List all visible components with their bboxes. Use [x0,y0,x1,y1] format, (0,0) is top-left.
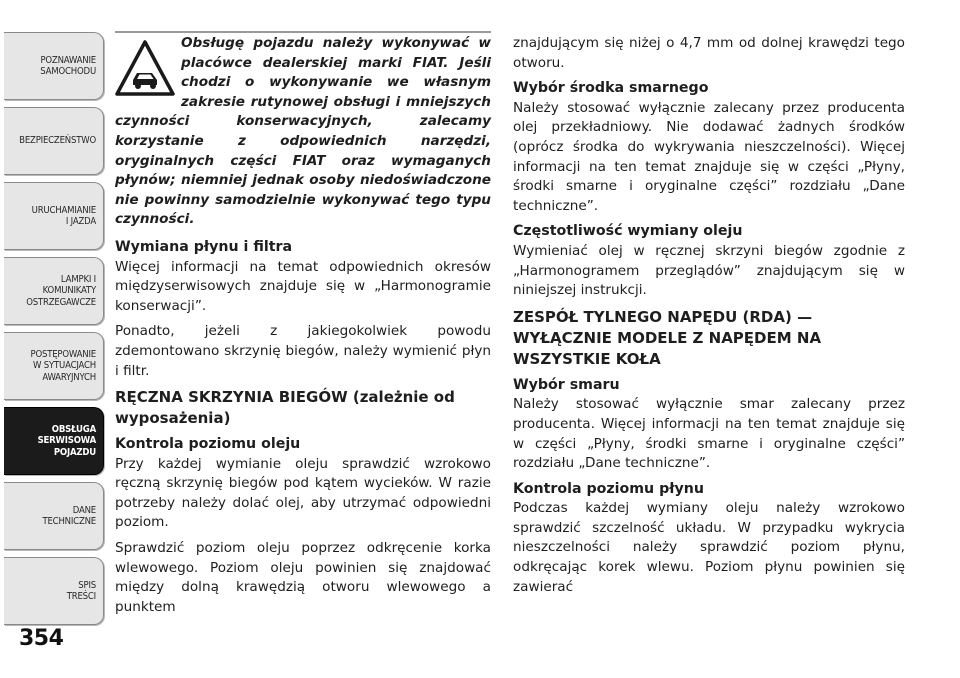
heading-lubricant-selection: Wybór środka smarnego [513,80,709,97]
tab-uruchamianie-i-jazda[interactable] [4,182,104,250]
warning-box [115,34,491,230]
tab-label-line: SPIS [78,579,96,591]
warning-divider [115,31,491,33]
heading-oil-change-frequency: Częstotliwość wymiany oleju [513,223,743,240]
paragraph: znajdującym się niżej o 4,7 mm od dolnej krawędzi tego otworu. [513,35,905,71]
tab-postepowanie-awaryjne[interactable] [4,332,104,400]
tab-poznawanie-samochodu[interactable] [4,32,104,100]
heading-fluid-filter: Wymiana płynu i filtra [115,238,293,255]
paragraph: Wymieniać olej w ręcznej skrzyni biegów zgodnie z „Harmonogramem przeglądów” znajdującym się w niniejszej instrukcji. [513,242,905,299]
tab-label-line: W SYTUACJACH [33,360,96,372]
page-number: 354 [19,626,64,651]
tab-bezpieczenstwo[interactable] [4,107,104,175]
heading-fluid-level-check: Kontrola poziomu płynu [513,480,704,497]
paragraph: Ponadto, jeżeli z jakiegokolwiek powodu zdemontowano skrzynię biegów, należy wymienić płyn i filtr. [115,323,491,379]
chapter-tabs [0,0,110,640]
tab-obsluga-serwisowa[interactable] [4,407,104,475]
tab-label-line: I JAZDA [65,216,96,227]
heading-oil-level: Kontrola poziomu oleju [115,436,301,453]
tab-label-line: KOMUNIKATY [42,285,96,297]
tab-label-line: TREŚCI [66,591,96,602]
tab-label-line: SAMOCHODU [40,66,96,77]
paragraph: Należy stosować wyłącznie smar zalecany przez producenta. Więcej informacji na ten temat znajduje się w części „Płyny, środki smarne i oryginalne części” rozdziału „Dane techniczne”. [513,396,905,472]
warning-text: Obsługę pojazdu należy wykonywać w placówce dealerskiej marki FIAT. Jeśli chodzi o wykonywanie we własnym zakresie rutynowej obsługi i mniejszych czynności konserwacyjnych, zalecamy korzystanie z odpowiednich narzędzi, oryginalnych części FIAT oraz wymaganych płynów; niemniej jednak osoby niedoświadczone nie powinny samodzielnie wykonywać tego typu czynności. [115,35,491,228]
tab-label-line: SERWISOWA [37,435,96,447]
heading-manual-transmission: RĘCZNA SKRZYNIA BIEGÓW (zależnie od wyposażenia) [115,388,455,428]
tab-label-line: OBSŁUGA [51,423,96,435]
tab-label-line: POZNAWANIE [40,54,96,66]
paragraph: Sprawdzić poziom oleju poprzez odkręcenie korka wlewowego. Poziom oleju powinien się znajdować między dolną krawędzią otworu wlewowego a punktem [115,540,491,615]
car-on-slippery-road-warning-icon [115,40,175,96]
paragraph: Przy każdej wymianie oleju sprawdzić wzrokowo ręczną skrzynię biegów pod kątem wycieków. W razie potrzeby należy dolać olej, aby utrzymać odpowiedni poziom. [115,455,491,531]
tab-label-line: OSTRZEGAWCZE [26,296,96,308]
tab-label-line: LAMPKI I [60,273,96,285]
tab-label-line: POSTĘPOWANIE [30,348,96,360]
heading-rear-drive-assembly: ZESPÓŁ TYLNEGO NAPĘDU (RDA) — WYŁĄCZNIE MODELE Z NAPĘDEM NA WSZYSTKIE KOŁA [513,307,822,368]
left-column [115,34,491,623]
tab-label-line: DANE [72,504,96,516]
paragraph: Więcej informacji na temat odpowiednich okresów międzyserwisowych znajduje się w „Harmonogramie konserwacji”. [115,258,491,314]
tab-label-line: TECHNICZNE [42,516,96,527]
tab-lampki-i-komunikaty[interactable] [4,257,104,325]
tab-label-line: AWARYJNYCH [42,371,96,383]
right-column [513,34,905,603]
heading-grease-selection: Wybór smaru [513,376,620,393]
paragraph: Należy stosować wyłącznie zalecany przez producenta olej przekładniowy. Nie dodawać żadnych środków (oprócz środka do wykrywania nieszczelności). Więcej informacji na ten temat znajduje się w części „Płyny, środki smarne i oryginalne części” rozdziału „Dane techniczne”. [513,99,905,214]
paragraph: Podczas każdej wymiany oleju należy wzrokowo sprawdzić szczelność układu. W przypadku wykrycia nieszczelności należy sprawdzić poziom płynu, odkręcając korek wlewu. Poziom płynu powinien się zawierać [513,500,905,595]
tab-dane-techniczne[interactable] [4,482,104,550]
tab-label-line: URUCHAMIANIE [31,204,96,216]
tab-label-line: POJAZDU [53,446,96,458]
tab-label-line: BEZPIECZEŃSTWO [19,135,96,147]
tab-spis-tresci[interactable] [4,557,104,625]
